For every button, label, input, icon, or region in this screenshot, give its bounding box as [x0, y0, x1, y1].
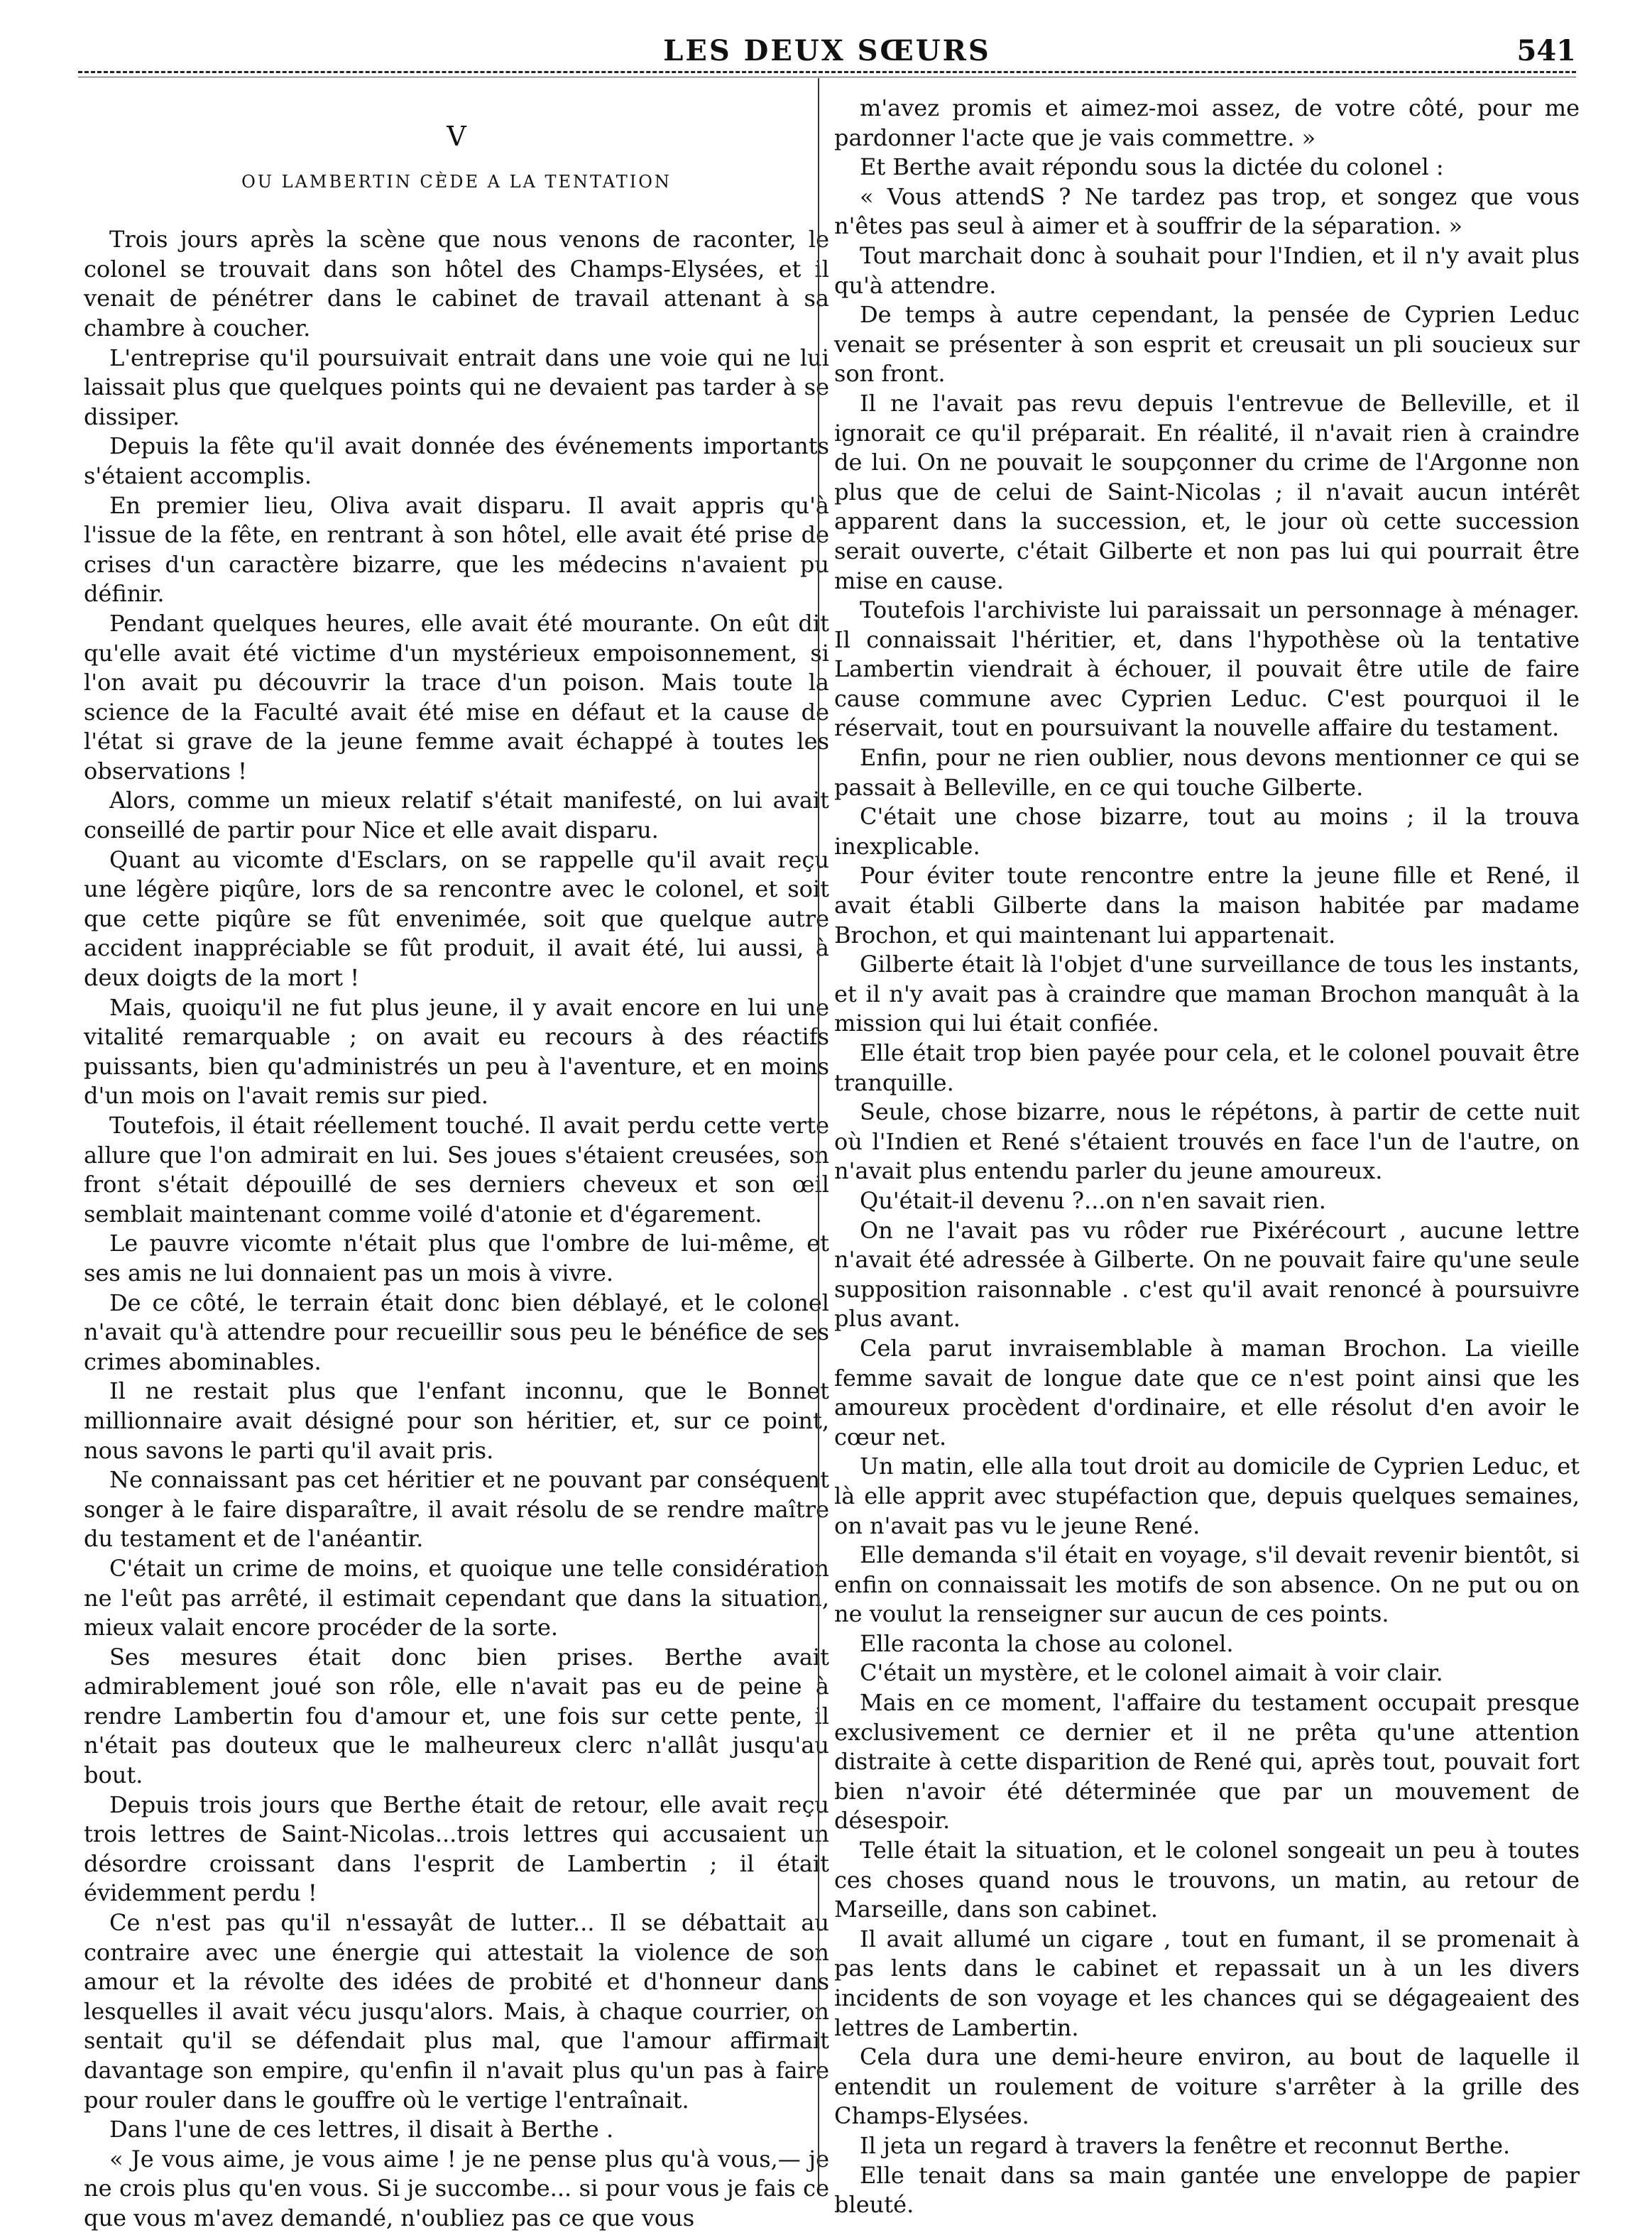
paragraph: On ne l'avait pas vu rôder rue Pixérécourt , aucune lettre n'avait été adressée à Gilberte. On ne pouvait faire qu'une seule supposition raisonnable . c'est qu'il avait renoncé à poursuivre plus avant. — [834, 1216, 1580, 1333]
paragraph: Un matin, elle alla tout droit au domicile de Cyprien Leduc, et là elle apprit avec stupéfaction que, depuis quelques semaines, on n'avait pas vu le jeune René. — [834, 1453, 1580, 1539]
paragraph: Elle demanda s'il était en voyage, s'il devait revenir bientôt, si enfin on connaissait les motifs de son absence. On ne put ou on ne voulut la renseigner sur aucun de ces points. — [834, 1541, 1580, 1628]
column-divider — [818, 78, 819, 2187]
chapter-title: OU LAMBERTIN CÈDE A LA TENTATION — [241, 171, 672, 192]
paragraph: Cela parut invraisemblable à maman Brochon. La vieille femme savait de longue date que ce n'est point ainsi que les amoureux procèdent d'ordinaire, et elle résolut d'en avoir le cœur net. — [834, 1334, 1580, 1450]
paragraph: Elle raconta la chose au colonel. — [860, 1629, 1234, 1657]
paragraph: C'était un mystère, et le colonel aimait à voir clair. — [860, 1659, 1443, 1687]
paragraph: C'était un crime de moins, et quoique une telle considération ne l'eût pas arrêté, il estimait cependant que dans la situation, mieux valait encore procéder de la sorte. — [84, 1554, 829, 1641]
paragraph: Depuis la fête qu'il avait donnée des événements importants s'étaient accomplis. — [84, 432, 829, 489]
paragraph: Qu'était-il devenu ?...on n'en savait rien. — [860, 1186, 1326, 1214]
page-number: 541 — [1516, 34, 1576, 67]
paragraph: Quant au vicomte d'Esclars, on se rappelle qu'il avait reçu une légère piqûre, lors de sa rencontre avec le colonel, et soit que cette piqûre se fût envenimée, soit que quelque autre accident inappréciable se fût produit, il avait été, lui aussi, à deux doigts de la mort ! — [84, 846, 829, 992]
paragraph: Mais en ce moment, l'affaire du testament occupait presque exclusivement ce dernier et il ne prêta qu'une attention distraite à cette disparition de René qui, après tout, pouvait fort bien n'avoir été déterminée que par un mouvement de désespoir. — [834, 1689, 1580, 1835]
paragraph: Toutefois, il était réellement touché. Il avait perdu cette verte allure que l'on admirait en lui. Ses joues s'étaient creusées, son front s'était dépouillé de ses derniers cheveux et son œil semblait maintenant comme voilé d'atonie et d'égarement. — [84, 1112, 829, 1228]
paragraph: Et Berthe avait répondu sous la dictée du colonel : — [860, 153, 1444, 181]
paragraph: Il ne restait plus que l'enfant inconnu, que le Bonnet millionnaire avait désigné pour son héritier, et, sur ce point, nous savons le parti qu'il avait pris. — [84, 1377, 829, 1464]
paragraph: Seule, chose bizarre, nous le répétons, à partir de cette nuit où l'Indien et René s'étaient trouvés en face l'un de l'autre, on n'avait plus entendu parler du jeune amoureux. — [834, 1098, 1580, 1185]
chapter-number: V — [447, 121, 466, 152]
paragraph: Dans l'une de ces lettres, il disait à Berthe . — [109, 2116, 614, 2143]
paragraph: Il ne l'avait pas revu depuis l'entrevue de Belleville, et il ignorait ce qu'il préparait. En réalité, il n'avait rien à craindre de lui. On ne pouvait le soupçonner du crime de l'Argonne non plus que de celui de Saint-Nicolas ; il n'avait aucun intérêt apparent dans la succession, et, le jour où cette succession serait ouverte, c'était Gilberte et non pas lui qui pourrait être mise en cause. — [834, 389, 1580, 594]
paragraph: Il avait allumé un cigare , tout en fumant, il se promenait à pas lents dans le cabinet et repassait un à un les divers incidents de son voyage et les chances qui se dégageaient des lettres de Lambertin. — [834, 1925, 1580, 2041]
paragraph: Telle était la situation, et le colonel songeait un peu à toutes ces choses quand nous le trouvons, un matin, au retour de Marseille, dans son cabinet. — [834, 1837, 1580, 1923]
paragraph: Ses mesures était donc bien prises. Berthe avait admirablement joué son rôle, elle n'avait pas eu de peine à rendre Lambertin fou d'amour et, une fois sur cette pente, il n'était pas douteux que le malheureux clerc n'allât jusqu'au bout. — [84, 1643, 829, 1789]
left-column — [84, 94, 829, 2231]
paragraph: Elle tenait dans sa main gantée une enveloppe de papier bleuté. — [834, 2161, 1580, 2219]
paragraph: « Je vous aime, je vous aime ! je ne pense plus qu'à vous,— je ne crois plus qu'en vous. Si je succombe... si pour vous je fais ce que vous m'avez demandé, n'oubliez pas ce que vous — [84, 2145, 829, 2231]
paragraph: En premier lieu, Oliva avait disparu. Il avait appris qu'à l'issue de la fête, en rentrant à son hôtel, elle avait été prise de crises d'un caractère bizarre, que les médecins n'avaient pu définir. — [84, 491, 829, 608]
left-column-text — [84, 225, 829, 2233]
paragraph: Depuis trois jours que Berthe était de retour, elle avait reçu trois lettres de Saint-Nicolas...trois lettres qui accusaient un désordre croissant dans l'esprit de Lambertin ; il était évidemment perdu ! — [84, 1791, 829, 1907]
paragraph: Gilberte était là l'objet d'une surveillance de tous les instants, et il n'y avait pas à craindre que maman Brochon manquât à la mission qui lui était confiée. — [834, 951, 1580, 1037]
paragraph: Le pauvre vicomte n'était plus que l'ombre de lui-même, et ses amis ne lui donnaient pas un mois à vivre. — [84, 1230, 829, 1286]
paragraph: Pendant quelques heures, elle avait été mourante. On eût dit qu'elle avait été victime d'un mystérieux empoisonnement, si l'on avait pu découvrir la trace d'un poison. Mais toute la science de la Faculté avait été mise en défaut et la cause de l'état si grave de la jeune femme avait échappé à toutes les observations ! — [84, 609, 829, 785]
paragraph: Alors, comme un mieux relatif s'était manifesté, on lui avait conseillé de partir pour Nice et elle avait disparu. — [84, 787, 829, 844]
paragraph: Elle était trop bien payée pour cela, et le colonel pouvait être tranquille. — [834, 1039, 1580, 1096]
paragraph: Il jeta un regard à travers la fenêtre et reconnut Berthe. — [860, 2131, 1511, 2159]
paragraph: Pour éviter toute rencontre entre la jeune fille et René, il avait établi Gilberte dans la maison habitée par madame Brochon, et qui maintenant lui appartenait. — [834, 862, 1580, 949]
paragraph: « Vous attendS ? Ne tardez pas trop, et songez que vous n'êtes pas seul à aimer et à souffrir de la séparation. » — [834, 182, 1580, 240]
running-header — [78, 30, 1576, 70]
paragraph: Enfin, pour ne rien oublier, nous devons mentionner ce qui se passait à Belleville, en ce qui touche Gilberte. — [834, 744, 1580, 801]
paragraph: Cela dura une demi-heure environ, au bout de laquelle il entendit un roulement de voiture s'arrêter à la grille des Champs-Elysées. — [834, 2043, 1580, 2130]
paragraph: Tout marchait donc à souhait pour l'Indien, et il n'y avait plus qu'à attendre. — [834, 241, 1580, 299]
paragraph: De temps à autre cependant, la pensée de Cyprien Leduc venait se présenter à son esprit et creusait un pli soucieux sur son front. — [834, 301, 1580, 388]
paragraph: Toutefois l'archiviste lui paraissait un personnage à ménager. Il connaissait l'héritier, et, dans l'hypothèse où la tentative Lambertin viendrait à échouer, il pouvait être utile de faire cause commune avec Cyprien Leduc. C'est pourquoi il le réservait, tout en poursuivant la nouvelle affaire du testament. — [834, 596, 1580, 742]
paragraph: L'entreprise qu'il poursuivait entrait dans une voie qui ne lui laissait plus que quelques points qui ne devaient pas tarder à se dissiper. — [84, 344, 829, 430]
paragraph: Ne connaissant pas cet héritier et ne pouvant par conséquent songer à le faire disparaître, il avait résolu de se rendre maître du testament et de l'anéantir. — [84, 1466, 829, 1553]
header-rule — [78, 71, 1576, 73]
paragraph: De ce côté, le terrain était donc bien déblayé, et le colonel n'avait qu'à attendre pour recueillir sous peu le bénéfice de ses crimes abominables. — [84, 1289, 829, 1375]
right-column — [834, 94, 1580, 2219]
paragraph: m'avez promis et aimez-moi assez, de votre côté, pour me pardonner l'acte que je vais commettre. » — [834, 94, 1580, 151]
paragraph: Trois jours après la scène que nous venons de raconter, le colonel se trouvait dans son hôtel des Champs-Elysées, et il venait de pénétrer dans le cabinet de travail attenant à sa chambre à coucher. — [84, 226, 829, 341]
paragraph: C'était une chose bizarre, tout au moins ; il la trouva inexplicable. — [834, 803, 1580, 860]
right-column-text — [834, 94, 1580, 2220]
paragraph: Ce n'est pas qu'il n'essayât de lutter... Il se débattait au contraire avec une énergie qui attestait la violence de son amour et la révolte des idées de probité et d'honneur dans lesquelles il avait vécu jusqu'alors. Mais, à chaque courrier, on sentait qu'il se défendait plus mal, que l'amour affirmait davantage son empire, qu'enfin il n'avait plus qu'un pas à faire pour rouler dans le gouffre où le vertige l'entraînait. — [84, 1909, 829, 2114]
paragraph: Mais, quoiqu'il ne fut plus jeune, il y avait encore en lui une vitalité remarquable ; on avait eu recours à des réactifs puissants, bien qu'administrés un peu à l'aventure, et en moins d'un mois on l'avait remis sur pied. — [84, 993, 829, 1110]
running-title: LES DEUX SŒURS — [663, 34, 991, 67]
